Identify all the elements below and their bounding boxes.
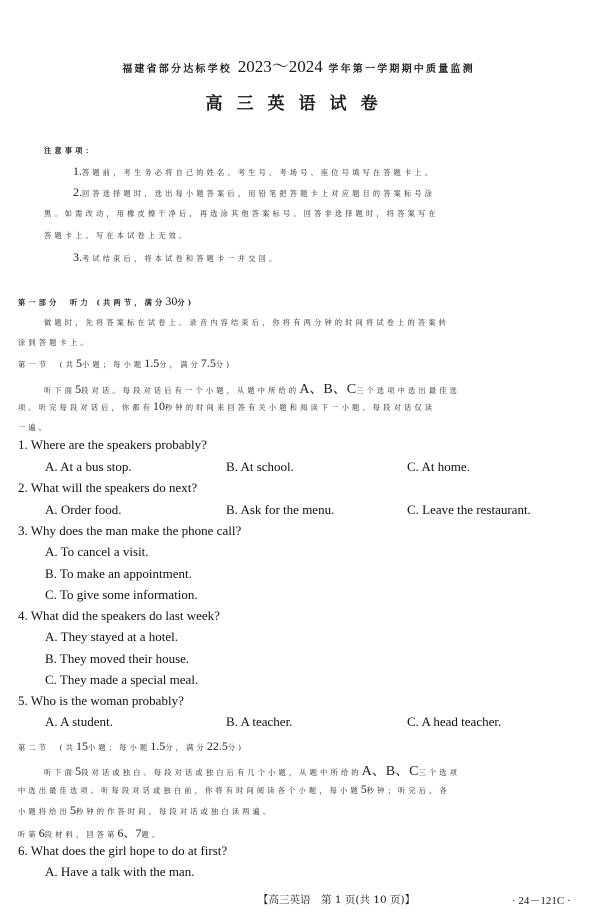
q4-option-b: B. They moved their house. bbox=[45, 651, 190, 666]
section1-instruction-line1: 听下面5段对话。每段对话后有一个小题，从题中所给的A、B、C三个选项中选出最佳选 bbox=[44, 382, 460, 397]
exam-title: 高三英语试卷 bbox=[205, 94, 392, 114]
question-3: 3. Why does the man make the phone call? bbox=[18, 523, 242, 538]
notice-item-3: 3.考试结束后，将本试卷和答题卡一并交回。 bbox=[73, 250, 280, 264]
header-years: 2023～2024 bbox=[237, 57, 323, 76]
q4-option-c: C. They made a special meal. bbox=[45, 672, 199, 687]
q5-option-c: C. A head teacher. bbox=[407, 714, 502, 729]
notice-item-1: 1.答题前，考生务必将自己的姓名、考生号、考场号、座位号填写在答题卡上。 bbox=[73, 164, 436, 178]
q3-option-a: A. To cancel a visit. bbox=[45, 544, 149, 559]
q1-option-a: A. At a bus stop. bbox=[45, 459, 132, 474]
q1-option-c: C. At home. bbox=[407, 459, 470, 474]
section2-instruction-line2: 中选出最佳选项。听每段对话或独白前，你将有时间阅读各个小题，每小题5秒钟；听完后，各 bbox=[18, 782, 450, 796]
q2-option-b: B. Ask for the menu. bbox=[226, 502, 335, 517]
section2-heading: 第二节 (共15小题；每小题1.5分，满分22.5分) bbox=[18, 739, 245, 753]
q5-option-b: B. A teacher. bbox=[226, 714, 293, 729]
part1-instruction-line2: 涂到答题卡上。 bbox=[18, 338, 91, 347]
section2-instruction-line1: 听下面5段对话或独白。每段对话或独白后有几个小题，从题中所给的A、B、C三个选项 bbox=[44, 764, 460, 779]
q4-option-a: A. They stayed at a hotel. bbox=[45, 629, 178, 644]
q3-option-c: C. To give some information. bbox=[45, 587, 198, 602]
part1-heading: 第一部分 听力 (共两节，满分30分) bbox=[18, 294, 195, 308]
q5-option-a: A. A student. bbox=[45, 714, 113, 729]
question-6: 6. What does the girl hope to do at first? bbox=[18, 843, 228, 858]
section2-instruction-line3: 小题将给出5秒钟的作答时间。每段对话或独白读两遍。 bbox=[18, 803, 274, 817]
notice-item-2: 2.回答选择题时，选出每小题答案后，用铅笔把答题卡上对应题目的答案标号涂 bbox=[73, 185, 436, 199]
question-5: 5. Who is the woman probably? bbox=[18, 693, 184, 708]
header-term: 学年第一学期期中质量监测 bbox=[328, 64, 475, 75]
notice-item-2-line2: 黑。如需改动，用橡皮擦干净后，再选涂其他答案标号。回答非选择题时，将答案写在 bbox=[44, 209, 439, 218]
part1-instruction-line1: 做题时，先将答案标在试卷上。录音内容结束后，你将有两分钟的时间将试卷上的答案转 bbox=[44, 318, 450, 327]
question-2: 2. What will the speakers do next? bbox=[18, 480, 198, 495]
header-school: 福建省部分达标学校 bbox=[122, 64, 233, 75]
question-1: 1. Where are the speakers probably? bbox=[18, 437, 207, 452]
exam-header bbox=[0, 52, 597, 77]
q3-option-b: B. To make an appointment. bbox=[45, 566, 192, 581]
footer-page-label: 【高三英语 第 1 页(共 10 页)】 bbox=[258, 894, 416, 906]
section2-instruction-line4: 听第6段材料，回答第6、7题。 bbox=[18, 826, 163, 840]
section1-instruction-line3: 一遍。 bbox=[18, 423, 50, 432]
q2-option-a: A. Order food. bbox=[45, 502, 122, 517]
notice-heading: 注意事项： bbox=[44, 146, 96, 155]
question-4: 4. What did the speakers do last week? bbox=[18, 608, 220, 623]
section1-heading: 第一节 (共5小题；每小题1.5分，满分7.5分) bbox=[18, 356, 233, 370]
q2-option-c: C. Leave the restaurant. bbox=[407, 502, 531, 517]
section1-instruction-line2: 项。听完每段对话后，你都有10秒钟的时间来回答有关小题和阅读下一小题。每段对话仅读 bbox=[18, 399, 436, 413]
q1-option-b: B. At school. bbox=[226, 459, 294, 474]
footer-exam-code: · 24－121C · bbox=[512, 895, 571, 907]
notice-item-2-line3: 答题卡上。写在本试卷上无效。 bbox=[44, 231, 190, 240]
q6-option-a: A. Have a talk with the man. bbox=[45, 864, 195, 879]
